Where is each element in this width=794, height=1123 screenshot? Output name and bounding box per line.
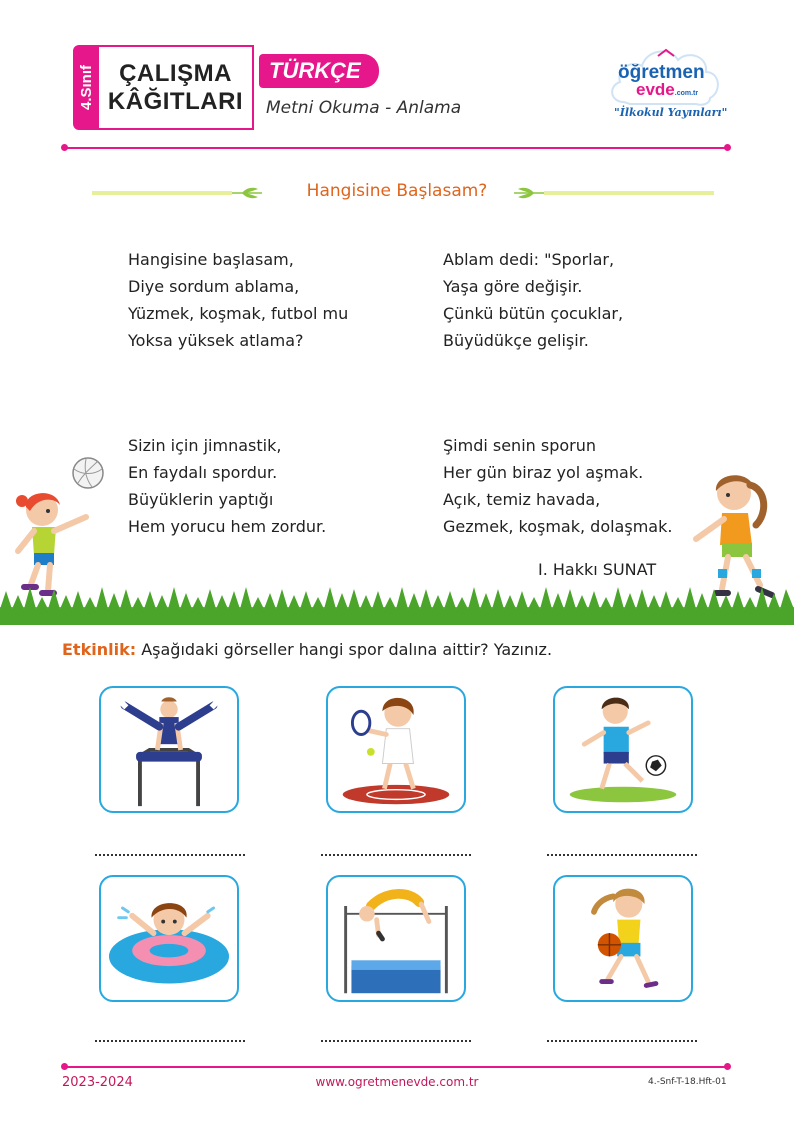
logo-domain-suffix: .com.tr: [674, 90, 699, 97]
football-image: [553, 686, 693, 813]
right-ornament-icon: [512, 186, 714, 200]
subject-tag: TÜRKÇE: [259, 54, 379, 88]
high-jumper-icon: [328, 877, 464, 1000]
topic-label: Metni Okuma - Anlama: [266, 98, 462, 118]
grass-strip-illustration: [0, 585, 794, 625]
poem-line: Hem yorucu hem zordur.: [128, 517, 327, 536]
footer-divider: [64, 1066, 728, 1068]
footer-year: 2023-2024: [62, 1075, 133, 1090]
poem-line: Gezmek, koşmak, dolaşmak.: [443, 517, 673, 536]
poem-line: Açık, temiz havada,: [443, 490, 601, 509]
grade-tab: [73, 45, 99, 130]
poem-line: Çünkü bütün çocuklar,: [443, 304, 624, 323]
basketball-image: [553, 875, 693, 1002]
grade-label: 4.Sınıf: [77, 64, 95, 111]
poem-line: Sizin için jimnastik,: [128, 436, 282, 455]
divider-dot: [724, 144, 731, 151]
divider-dot: [724, 1063, 731, 1070]
publisher-logo: [606, 42, 728, 128]
poem-author: I. Hakkı SUNAT: [538, 560, 657, 579]
title-box: [99, 45, 254, 130]
logo-name: [618, 64, 705, 102]
divider-dot: [61, 1063, 68, 1070]
basketball-player-icon: [555, 877, 691, 1000]
poem-line: Hangisine başlasam,: [128, 250, 294, 269]
header-divider: [64, 147, 728, 149]
swimmer-icon: [101, 877, 237, 1000]
answer-line[interactable]: [547, 854, 697, 856]
poem-line: Şimdi senin sporun: [443, 436, 597, 455]
poem-line: Ablam dedi: "Sporlar,: [443, 250, 615, 269]
divider-dot: [61, 144, 68, 151]
stanza-2: [443, 246, 623, 354]
poem-line: Büyüklerin yaptığı: [128, 490, 274, 509]
answer-line[interactable]: [321, 1040, 471, 1042]
poem-line: Diye sordum ablama,: [128, 277, 300, 296]
swimming-image: [99, 875, 239, 1002]
football-player-icon: [555, 688, 691, 811]
logo-name-part2: evde: [636, 80, 675, 99]
poem-line: En faydalı spordur.: [128, 463, 278, 482]
title-line-2: KÂĞITLARI: [107, 87, 244, 115]
poem-line: Yoksa yüksek atlama?: [128, 331, 304, 350]
stanza-4: [443, 432, 672, 540]
tennis-image: [326, 686, 466, 813]
poem-line: Büyüdükçe gelişir.: [443, 331, 589, 350]
poem-title: Hangisine Başlasam?: [306, 181, 488, 201]
poem-line: Her gün biraz yol aşmak.: [443, 463, 644, 482]
answer-line[interactable]: [95, 1040, 245, 1042]
activity-text: Aşağıdaki görseller hangi spor dalına aittir? Yazınız.: [141, 640, 553, 659]
poem-line: Yüzmek, koşmak, futbol mu: [128, 304, 349, 323]
title-line-1: ÇALIŞMA: [119, 59, 232, 87]
logo-publisher: "İlkokul Yayınları": [614, 106, 728, 119]
stanza-1: [128, 246, 348, 354]
activity-instruction: [62, 640, 552, 659]
activity-label: Etkinlik:: [62, 640, 137, 659]
logo-name-part1: öğretmen: [618, 62, 705, 83]
poem-line: Yaşa göre değişir.: [443, 277, 583, 296]
high-jump-image: [326, 875, 466, 1002]
tennis-player-icon: [328, 688, 464, 811]
answer-line[interactable]: [321, 854, 471, 856]
gymnastics-image: [99, 686, 239, 813]
answer-line[interactable]: [547, 1040, 697, 1042]
gymnast-pommel-horse-icon: [101, 688, 237, 811]
girl-volleyball-left-illustration: [8, 455, 108, 605]
footer-url-link[interactable]: www.ogretmenevde.com.tr: [315, 1075, 479, 1089]
answer-line[interactable]: [95, 854, 245, 856]
stanza-3: [128, 432, 326, 540]
footer-code: 4.-Snf-T-18.Hft-01: [648, 1077, 727, 1087]
